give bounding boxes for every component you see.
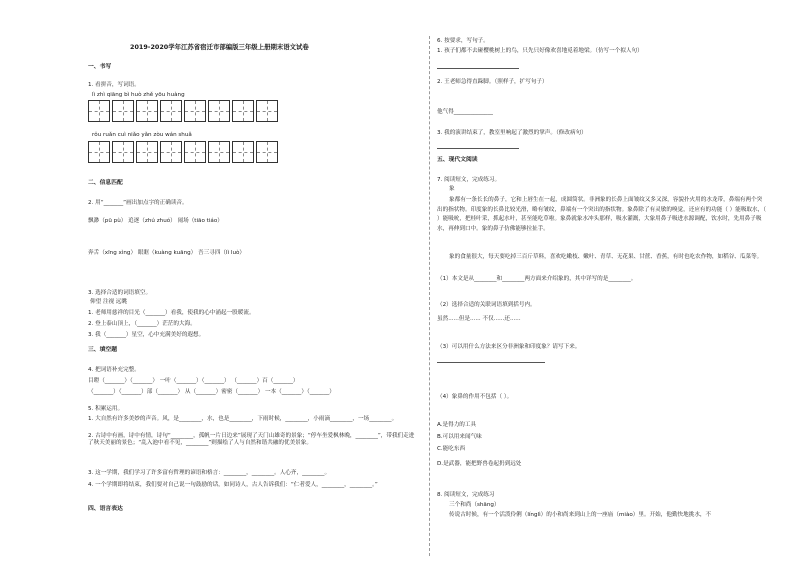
answer-line[interactable] <box>437 148 519 149</box>
question-2: 2. 用“_______”画出加点字的正确读音。 <box>88 200 188 206</box>
char-cell[interactable] <box>112 141 134 163</box>
char-cell[interactable] <box>88 141 110 163</box>
question-4: 4. 把词语补充完整。 <box>88 367 140 373</box>
char-cell[interactable] <box>88 100 110 122</box>
question-7-2-options: 虽然......但是...... 不仅......还...... <box>437 316 521 322</box>
question-6-line-2: 2. 王老师急得直跺脚。（照样子，扩写句子） <box>437 79 548 85</box>
question-3-line-1: 1. 老师用慈祥的目光（_______）看我，使我的心中涌起一股暖流。 <box>88 310 255 316</box>
section-reading: 五、现代文阅读 <box>437 157 478 163</box>
question-5-line-2: 2. 古诗中有画，诗中有情，诗句“________，孤帆一片日边来”展现了天门山雄奇的景象；“停车坐爱枫林晚，________”，带我们走进了秋天美丽的景色；“乱入池中看不见，________”则描绘了人与自然和谐共融的优美景象。 <box>88 433 415 446</box>
option-a[interactable]: A.是得力的工具 <box>437 422 477 428</box>
question-7-4: （4）象鼻的作用不包括（ ）。 <box>437 394 513 400</box>
section-expression: 四、语言表达 <box>88 506 123 512</box>
question-7-2: （2）选择合适的关联词语填到括号内。 <box>437 302 536 308</box>
option-c[interactable]: C.能吃东西 <box>437 446 466 452</box>
char-grid-row-2 <box>88 141 278 163</box>
question-5: 5. 积累运用。 <box>88 406 124 412</box>
passage-title-monks: 三个和尚（shāng） <box>449 502 500 508</box>
section-writing: 一、书写 <box>88 64 112 70</box>
question-3: 3. 选择合适的词语填空。 <box>88 290 152 296</box>
passage-monks: 传说古时候，有一个活泼伶俐（línglì）的小和尚来到山上的一座庙（miào）里。开始，他勤快地挑水，不 <box>449 512 712 518</box>
question-6: 6. 按要求，写句子。 <box>437 38 489 44</box>
char-cell[interactable] <box>160 100 182 122</box>
section-fill: 三、填空题 <box>88 347 117 353</box>
option-d[interactable]: D.是武器，能把野兽卷起扔到远处 <box>437 461 522 467</box>
char-cell[interactable] <box>208 141 230 163</box>
question-3-options: 仰望 注视 远眺 <box>90 299 128 305</box>
char-cell[interactable] <box>160 141 182 163</box>
page-title: 2019-2020学年江苏省宿迁市部编版三年级上册期末语文试卷 <box>130 43 309 51</box>
section-matching: 二、信息匹配 <box>88 180 123 186</box>
char-grid-row-1 <box>88 100 278 122</box>
char-cell[interactable] <box>112 100 134 122</box>
question-5-line-1: 1. 大自然有许多美妙的声音。风，是________，水，也是________，下雨时候，________，小雨滴________，一场________。 <box>88 416 398 422</box>
char-cell[interactable] <box>208 100 230 122</box>
question-7-3: （3）可以用什么方法来区分非洲象和印度象？请写下来。 <box>437 344 581 350</box>
question-4-line-1: 目瞪（_______）（_______） 一叶（_______）（_______） （_______）百（_______） <box>88 378 299 384</box>
char-cell[interactable] <box>256 100 278 122</box>
char-cell[interactable] <box>256 141 278 163</box>
question-2-line-2: 奔舌（xīng xìng） 眼眶（kuàng kuāng） 吾三寻四（lì luò） <box>88 250 246 256</box>
char-cell[interactable] <box>232 100 254 122</box>
question-5-line-3: 3. 这一学期，我们学习了许多富有哲理的谚语和格言：________，________。人心齐，________。 <box>88 470 331 476</box>
pinyin-row-1: lì zhì qiāng bì huò zhě yōu huàng <box>92 92 185 98</box>
option-b[interactable]: B.可以用来闻气味 <box>437 434 482 440</box>
question-3-line-2: 2. 登上泰山顶上，（_______）茫茫的大海。 <box>88 321 196 327</box>
question-7-1: （1）本文是从________和________两方面来介绍象的，其中详写的是________。 <box>437 276 637 282</box>
passage-elephant-2: 象的食量很大，每天要吃掉三百斤草料，喜欢吃嫩枝、嫩叶、青草、无花果、甘蔗、香蕉，有时也吃农作物，如稻谷、瓜菜等。 <box>449 254 763 260</box>
char-cell[interactable] <box>136 100 158 122</box>
pinyin-row-2: rǒu ruǎn cuì niǎo yǎn zòu wán shuǎ <box>92 132 192 138</box>
passage-elephant: 象都有一条长长的鼻子，它和上唇生在一起，成圆筒状。非洲象的长鼻上面皱纹又多又深，容貌扑火用的水龙带，鼻端有两个突出的指状物。印度象的长鼻比较光滑，略有皱纹，鼻端有一个突出的指状物。象鼻除了有灵敏的嗅觉，还应有的功能（ ）能吸取水，（ ）能吸吮，把桂叶采，抓起水叶，甚至能吃草啦。象鼻就象水冲头那样，吸水灌溉，大象用鼻子吸进水源调配，饮水时，先用鼻子吸水，再伸到口中。象的鼻子仿佛能够拉扯手。 <box>437 197 767 232</box>
question-6-line-3: 3. 我的演讲结束了，教室里响起了激烈的掌声。（修改病句） <box>437 130 587 136</box>
question-8: 8. 阅读短文，完成练习 <box>437 492 495 498</box>
question-2-line-1: 飘渺（pū pù） 追逐（zhú zhuó） 闹场（tiāo tiáo） <box>88 218 223 224</box>
char-cell[interactable] <box>232 141 254 163</box>
question-6-line-2-blank: 他气得______________ <box>437 109 493 115</box>
answer-line[interactable] <box>437 362 545 363</box>
question-5-line-4: 4. 一个学期即将结束，我们要对自己说一句鼓励的话，如同诗人，古人告诉我们：“仁者爱人，________，________。” <box>88 482 378 488</box>
question-1: 1. 看拼音，写词语。 <box>88 82 140 88</box>
question-7: 7. 阅读短文，完成练习。 <box>437 177 501 183</box>
char-cell[interactable] <box>184 100 206 122</box>
question-4-line-2: （_______）（_______）部（_______） 从（_______）密密（_______） 一本（_______）（_______） <box>88 389 335 395</box>
passage-title-elephant: 象 <box>449 186 455 192</box>
char-cell[interactable] <box>184 141 206 163</box>
answer-line[interactable] <box>437 68 519 69</box>
question-3-line-3: 3. 我（_______）星空，心中充满美好的遐想。 <box>88 332 205 338</box>
page-divider <box>429 36 430 556</box>
char-cell[interactable] <box>136 141 158 163</box>
question-6-line-1: 1. 孩子们都不去碰樱桃树上的鸟，只先只好像欢喜地觅着地梁。（仿写一个拟人句） <box>437 48 643 54</box>
